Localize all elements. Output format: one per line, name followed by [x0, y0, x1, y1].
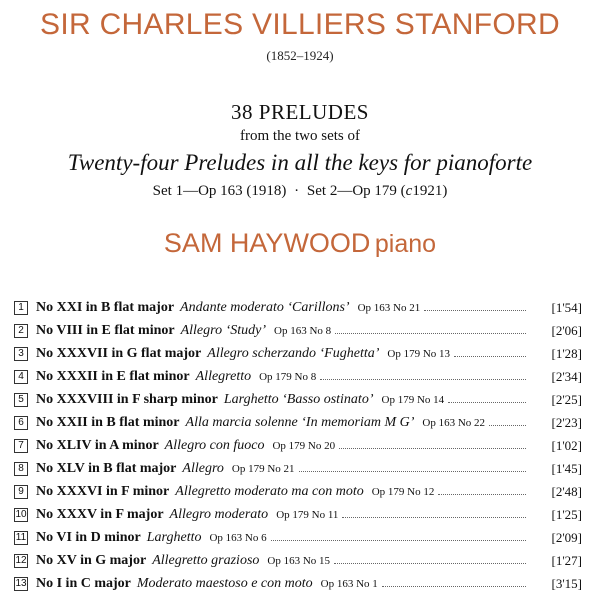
track-tempo: Allegro con fuoco	[164, 438, 265, 453]
track-tempo: Alla marcia solenne ‘In memoriam M G’	[185, 415, 415, 430]
track-duration: [1'02]	[551, 438, 582, 453]
track-duration: [1'27]	[551, 553, 582, 568]
track-opus: Op 179 No 12	[371, 486, 435, 498]
track-body	[36, 388, 530, 412]
track-row	[14, 319, 582, 342]
track-opus: Op 163 No 1	[320, 578, 378, 590]
track-row	[14, 296, 582, 319]
track-body	[36, 365, 530, 389]
track-opus: Op 163 No 6	[209, 532, 267, 544]
composer-name: SIR CHARLES VILLIERS STANFORD	[40, 8, 560, 41]
track-key: No XXII in B flat minor	[36, 415, 180, 430]
track-body	[36, 319, 530, 343]
track-key: No XXXVIII in F sharp minor	[36, 392, 218, 407]
track-number: 9	[14, 485, 28, 499]
track-row	[14, 526, 582, 549]
set2-prefix: Set 2—Op 179 (	[306, 183, 406, 199]
set2-circa: c	[405, 183, 413, 199]
track-number: 7	[14, 439, 28, 453]
track-body	[36, 411, 530, 435]
track-body	[36, 503, 530, 527]
track-key: No VI in D minor	[36, 530, 141, 545]
track-body	[36, 296, 530, 320]
track-body	[36, 434, 530, 458]
track-opus: Op 179 No 13	[387, 348, 451, 360]
track-opus: Op 179 No 8	[259, 371, 317, 383]
set-separator: ·	[294, 183, 300, 199]
leader-dots	[454, 356, 526, 357]
track-number: 11	[15, 532, 27, 543]
leader-dots	[342, 517, 526, 518]
track-row	[14, 365, 582, 388]
track-row	[14, 388, 582, 411]
track-opus: Op 163 No 15	[267, 555, 331, 567]
track-tempo: Andante moderato ‘Carillons’	[180, 300, 350, 315]
track-key: No XXXII in E flat minor	[36, 369, 190, 384]
track-tempo: Allegro scherzando ‘Fughetta’	[207, 346, 380, 361]
track-row	[14, 503, 582, 526]
sets-line	[0, 183, 600, 200]
track-number: 3	[14, 347, 28, 361]
track-key: No I in C major	[36, 576, 131, 591]
track-row	[14, 572, 582, 595]
track-tempo: Allegretto grazioso	[152, 553, 260, 568]
track-tempo: Allegretto	[195, 369, 252, 384]
track-body	[36, 572, 530, 596]
track-duration: [1'28]	[551, 346, 582, 361]
track-opus: Op 179 No 20	[272, 440, 336, 452]
track-key: No VIII in E flat minor	[36, 323, 175, 338]
track-key: No XLV in B flat major	[36, 461, 177, 476]
track-body	[36, 549, 530, 573]
leader-dots	[489, 425, 526, 426]
track-tempo: Larghetto	[146, 530, 202, 545]
track-tempo: Moderato maestoso e con moto	[136, 576, 313, 591]
composer-dates: (1852–1924)	[266, 48, 334, 63]
leader-dots	[438, 494, 526, 495]
leader-dots	[320, 379, 526, 380]
track-opus: Op 163 No 8	[274, 325, 332, 337]
track-number: 4	[14, 370, 28, 384]
track-duration: [1'45]	[551, 461, 582, 476]
track-duration: [2'34]	[551, 369, 582, 384]
work-title: Twenty-four Preludes in all the keys for pianoforte	[67, 150, 533, 175]
track-row	[14, 480, 582, 503]
track-key: No XLIV in A minor	[36, 438, 159, 453]
leader-dots	[334, 563, 526, 564]
track-number: 10	[15, 509, 27, 520]
set1-label: Set 1—Op 163 (1918)	[152, 183, 287, 199]
track-tempo: Allegro moderato	[169, 507, 269, 522]
track-duration: [2'25]	[551, 392, 582, 407]
track-duration: [2'23]	[551, 415, 582, 430]
track-key: No XXXVI in F minor	[36, 484, 170, 499]
track-number: 6	[14, 416, 28, 430]
leader-dots	[335, 333, 526, 334]
leader-dots	[299, 471, 526, 472]
track-number: 2	[14, 324, 28, 338]
track-row	[14, 411, 582, 434]
track-key: No XV in G major	[36, 553, 147, 568]
leader-dots	[448, 402, 526, 403]
track-tempo: Larghetto ‘Basso ostinato’	[223, 392, 374, 407]
track-key: No XXI in B flat major	[36, 300, 175, 315]
album-title: 38 PRELUDES	[231, 100, 369, 124]
set2-year: 1921)	[412, 183, 448, 199]
track-opus: Op 163 No 21	[357, 302, 421, 314]
performer	[0, 228, 600, 259]
performer-instrument: piano	[374, 230, 437, 258]
leader-dots	[271, 540, 526, 541]
track-tempo: Allegro	[182, 461, 224, 476]
track-opus: Op 179 No 11	[276, 509, 339, 521]
track-number: 5	[14, 393, 28, 407]
track-opus: Op 163 No 22	[422, 417, 486, 429]
track-body	[36, 457, 530, 481]
track-number: 1	[14, 301, 28, 315]
track-duration: [2'06]	[551, 323, 582, 338]
track-duration: [1'54]	[551, 300, 582, 315]
track-opus: Op 179 No 14	[381, 394, 445, 406]
from-line: from the two sets of	[240, 128, 360, 144]
leader-dots	[339, 448, 526, 449]
track-key: No XXXV in F major	[36, 507, 164, 522]
leader-dots	[382, 586, 526, 587]
track-body	[36, 526, 530, 550]
track-duration: [2'48]	[551, 484, 582, 499]
track-number: 8	[14, 462, 28, 476]
track-opus: Op 179 No 21	[231, 463, 295, 475]
track-number: 13	[15, 578, 27, 589]
track-body	[36, 342, 530, 366]
leader-dots	[424, 310, 526, 311]
track-row	[14, 434, 582, 457]
track-key: No XXXVII in G flat major	[36, 346, 202, 361]
track-row	[14, 549, 582, 572]
track-row	[14, 342, 582, 365]
track-list	[14, 296, 582, 595]
track-duration: [2'09]	[551, 530, 582, 545]
track-duration: [1'25]	[551, 507, 582, 522]
track-row	[14, 457, 582, 480]
track-body	[36, 480, 530, 504]
track-tempo: Allegretto moderato ma con moto	[175, 484, 364, 499]
track-number: 12	[15, 555, 27, 566]
track-tempo: Allegro ‘Study’	[180, 323, 266, 338]
performer-name: SAM HAYWOOD	[163, 228, 371, 258]
track-duration: [3'15]	[551, 576, 582, 591]
